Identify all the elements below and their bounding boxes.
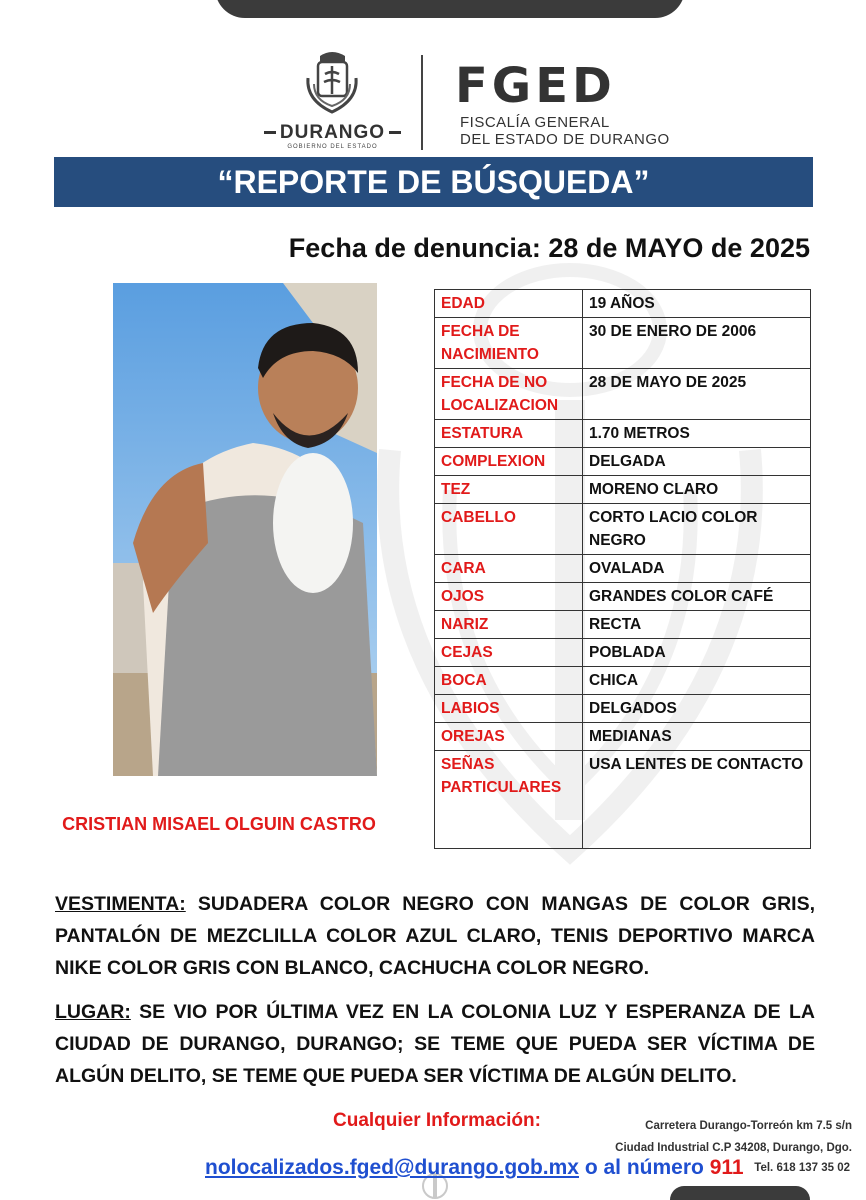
details-value: CHICA [583, 667, 811, 695]
fged-subtitle-line2: DEL ESTADO DE DURANGO [460, 131, 670, 148]
details-row [435, 369, 811, 420]
details-row [435, 504, 811, 555]
contact-heading: Cualquier Información: [333, 1110, 541, 1131]
details-key: COMPLEXION [435, 448, 583, 476]
details-key: TEZ [435, 476, 583, 504]
top-decorative-band [215, 0, 685, 18]
details-value: POBLADA [583, 639, 811, 667]
details-value: USA LENTES DE CONTACTO [583, 751, 811, 849]
details-row [435, 448, 811, 476]
report-date: Fecha de denuncia: 28 de MAYO de 2025 [288, 233, 810, 263]
details-key: SEÑAS PARTICULARES [435, 751, 583, 849]
details-key: EDAD [435, 290, 583, 318]
details-key: CABELLO [435, 504, 583, 555]
details-value: CORTO LACIO COLOR NEGRO [583, 504, 811, 555]
details-value: GRANDES COLOR CAFÉ [583, 583, 811, 611]
details-key: OREJAS [435, 723, 583, 751]
details-row [435, 723, 811, 751]
details-value: MORENO CLARO [583, 476, 811, 504]
contact-email-link[interactable]: nolocalizados.fged@durango.gob.mx [205, 1156, 579, 1179]
location-label: LUGAR: [55, 1001, 131, 1023]
details-value: 30 DE ENERO DE 2006 [583, 318, 811, 369]
person-name: CRISTIAN MISAEL OLGUIN CASTRO [62, 814, 376, 834]
report-banner: “REPORTE DE BÚSQUEDA” [54, 157, 813, 207]
details-value: OVALADA [583, 555, 811, 583]
details-table-body [435, 290, 811, 849]
contact-line [205, 1156, 744, 1180]
durango-wordmark: DURANGO [255, 122, 410, 144]
person-details-table [434, 289, 811, 849]
details-key: BOCA [435, 667, 583, 695]
details-row [435, 476, 811, 504]
address-line2: Ciudad Industrial C.P 34208, Durango, Dgo. [615, 1142, 852, 1154]
details-value: RECTA [583, 611, 811, 639]
details-row [435, 667, 811, 695]
details-value: 19 AÑOS [583, 290, 811, 318]
emergency-number[interactable]: 911 [709, 1156, 744, 1179]
durango-government-logo [255, 48, 410, 148]
address-line1: Carretera Durango-Torreón km 7.5 s/n [645, 1120, 852, 1132]
details-value: DELGADA [583, 448, 811, 476]
office-address [615, 1115, 852, 1159]
details-value: 1.70 METROS [583, 420, 811, 448]
details-row [435, 318, 811, 369]
details-row [435, 695, 811, 723]
contact-connector: o al número [579, 1156, 710, 1179]
bottom-decorative-band [670, 1186, 810, 1200]
clothing-text: SUDADERA COLOR NEGRO CON MANGAS DE COLOR GRIS, PANTALÓN DE MEZCLILLA COLOR AZUL CLARO, TENIS DEPORTIVO MARCA NIKE COLOR GRIS CON BLANCO, CACHUCHA COLOR NEGRO. [55, 893, 815, 979]
details-row [435, 611, 811, 639]
details-row [435, 555, 811, 583]
details-value: MEDIANAS [583, 723, 811, 751]
details-row [435, 639, 811, 667]
details-key: NARIZ [435, 611, 583, 639]
fged-logo-title: FGED [455, 58, 616, 114]
details-row [435, 290, 811, 318]
details-key: ESTATURA [435, 420, 583, 448]
durango-crest-icon [300, 48, 365, 118]
office-phone: Tel. 618 137 35 02 [754, 1162, 850, 1174]
details-row [435, 420, 811, 448]
details-row [435, 583, 811, 611]
location-text: SE VIO POR ÚLTIMA VEZ EN LA COLONIA LUZ Y ESPERANZA DE LA CIUDAD DE DURANGO, DURANGO; SE TEME QUE PUEDA SER VÍCTIMA DE ALGÚN DELITO, SE TEME QUE PUEDA SER VÍCTIMA DE ALGÚN DELITO. [55, 1001, 815, 1087]
details-row [435, 751, 811, 849]
missing-person-photo [113, 283, 377, 776]
clothing-label: VESTIMENTA: [55, 893, 186, 915]
header-divider [421, 55, 423, 150]
fged-subtitle-line1: FISCALÍA GENERAL [460, 114, 610, 131]
details-key: LABIOS [435, 695, 583, 723]
durango-subtitle: GOBIERNO DEL ESTADO [287, 144, 378, 150]
details-key: OJOS [435, 583, 583, 611]
details-key: FECHA DE NO LOCALIZACION [435, 369, 583, 420]
details-key: FECHA DE NACIMIENTO [435, 318, 583, 369]
details-key: CARA [435, 555, 583, 583]
fged-subtitle [460, 114, 670, 148]
clothing-description [55, 888, 815, 984]
location-description [55, 996, 815, 1092]
details-value: DELGADOS [583, 695, 811, 723]
details-key: CEJAS [435, 639, 583, 667]
details-value: 28 DE MAYO DE 2025 [583, 369, 811, 420]
